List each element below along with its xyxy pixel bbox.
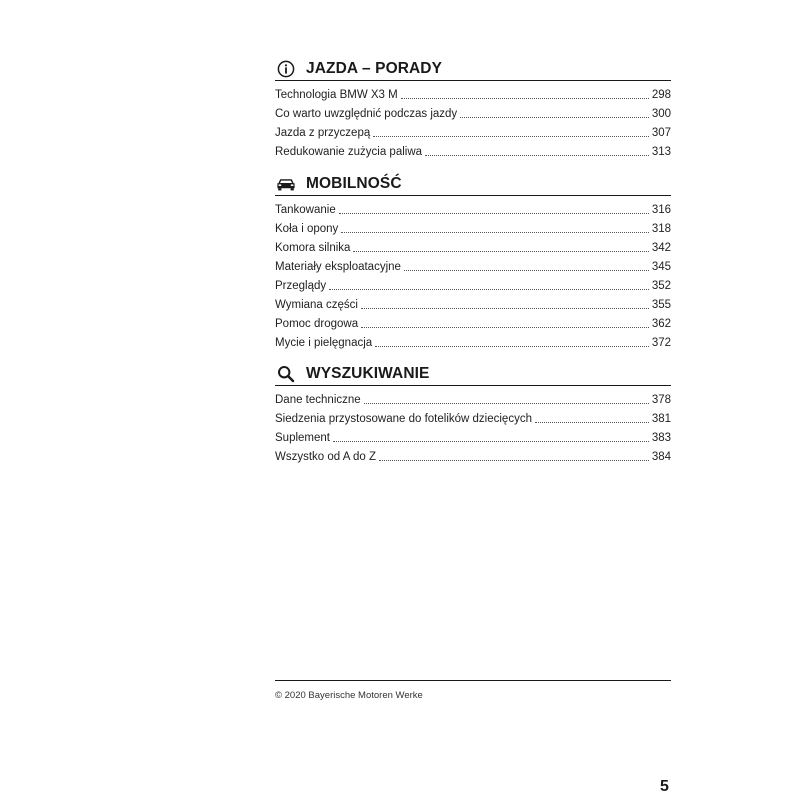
entry-label: Materiały eksploatacyjne bbox=[275, 261, 401, 273]
toc-entry[interactable] bbox=[275, 83, 671, 102]
entry-page-number: 342 bbox=[651, 242, 671, 254]
toc-entry[interactable] bbox=[275, 293, 671, 312]
section-driving-tips bbox=[275, 58, 671, 159]
entry-page-number: 352 bbox=[651, 280, 671, 292]
toc-entry[interactable] bbox=[275, 140, 671, 159]
info-icon bbox=[275, 60, 297, 78]
toc-entry[interactable] bbox=[275, 255, 671, 274]
leader-dots bbox=[425, 155, 649, 156]
leader-dots bbox=[535, 422, 649, 423]
entry-page-number: 372 bbox=[651, 337, 671, 349]
entry-page-number: 300 bbox=[651, 108, 671, 120]
entry-page-number: 355 bbox=[651, 299, 671, 311]
entry-label: Siedzenia przystosowane do fotelików dziecięcych bbox=[275, 413, 532, 425]
toc-entry[interactable] bbox=[275, 121, 671, 140]
toc-entry[interactable] bbox=[275, 217, 671, 236]
entry-page-number: 362 bbox=[651, 318, 671, 330]
leader-dots bbox=[375, 346, 649, 347]
toc-entry[interactable] bbox=[275, 198, 671, 217]
page-number: 5 bbox=[660, 778, 669, 795]
copyright-notice: © 2020 Bayerische Motoren Werke bbox=[275, 690, 423, 701]
entry-page-number: 298 bbox=[651, 89, 671, 101]
entry-label: Koła i opony bbox=[275, 223, 339, 235]
leader-dots bbox=[333, 441, 649, 442]
entry-label: Mycie i pielęgnacja bbox=[275, 337, 373, 349]
entry-label: Tankowanie bbox=[275, 204, 336, 216]
toc-entry[interactable] bbox=[275, 102, 671, 121]
entry-label: Wymiana części bbox=[275, 299, 358, 311]
entry-label: Redukowanie zużycia paliwa bbox=[275, 146, 423, 158]
entry-label: Wszystko od A do Z bbox=[275, 451, 376, 463]
entry-label: Pomoc drogowa bbox=[275, 318, 359, 330]
leader-dots bbox=[460, 117, 649, 118]
toc-entry[interactable] bbox=[275, 312, 671, 331]
leader-dots bbox=[379, 460, 649, 461]
section-title: JAZDA – PORADY bbox=[306, 60, 443, 77]
section-header bbox=[275, 363, 671, 386]
entry-page-number: 378 bbox=[651, 394, 671, 406]
leader-dots bbox=[341, 232, 649, 233]
entry-label: Jazda z przyczepą bbox=[275, 127, 371, 139]
search-icon bbox=[275, 365, 297, 383]
section-search bbox=[275, 363, 671, 464]
entry-page-number: 307 bbox=[651, 127, 671, 139]
leader-dots bbox=[373, 136, 649, 137]
toc-entry[interactable] bbox=[275, 426, 671, 445]
entry-label: Komora silnika bbox=[275, 242, 351, 254]
toc-entry[interactable] bbox=[275, 331, 671, 350]
entry-page-number: 345 bbox=[651, 261, 671, 273]
leader-dots bbox=[404, 270, 649, 271]
leader-dots bbox=[353, 251, 648, 252]
footer-divider bbox=[275, 680, 671, 681]
leader-dots bbox=[329, 289, 649, 290]
leader-dots bbox=[361, 327, 649, 328]
entry-page-number: 318 bbox=[651, 223, 671, 235]
leader-dots bbox=[339, 213, 649, 214]
entry-page-number: 381 bbox=[651, 413, 671, 425]
section-mobility bbox=[275, 173, 671, 350]
toc-entry[interactable] bbox=[275, 274, 671, 293]
entry-label: Przeglądy bbox=[275, 280, 327, 292]
entry-label: Suplement bbox=[275, 432, 330, 444]
entry-page-number: 384 bbox=[651, 451, 671, 463]
entry-label: Co warto uwzględnić podczas jazdy bbox=[275, 108, 458, 120]
toc-entry[interactable] bbox=[275, 388, 671, 407]
toc-entry[interactable] bbox=[275, 236, 671, 255]
leader-dots bbox=[361, 308, 649, 309]
entry-page-number: 383 bbox=[651, 432, 671, 444]
leader-dots bbox=[401, 98, 649, 99]
toc-entry[interactable] bbox=[275, 445, 671, 464]
entry-page-number: 316 bbox=[651, 204, 671, 216]
car-icon bbox=[275, 175, 297, 193]
leader-dots bbox=[364, 403, 649, 404]
section-header bbox=[275, 173, 671, 196]
entry-label: Dane techniczne bbox=[275, 394, 361, 406]
section-header bbox=[275, 58, 671, 81]
section-title: WYSZUKIWANIE bbox=[306, 365, 430, 382]
section-title: MOBILNOŚĆ bbox=[306, 175, 402, 192]
entry-page-number: 313 bbox=[651, 146, 671, 158]
entry-label: Technologia BMW X3 M bbox=[275, 89, 398, 101]
toc-entry[interactable] bbox=[275, 407, 671, 426]
